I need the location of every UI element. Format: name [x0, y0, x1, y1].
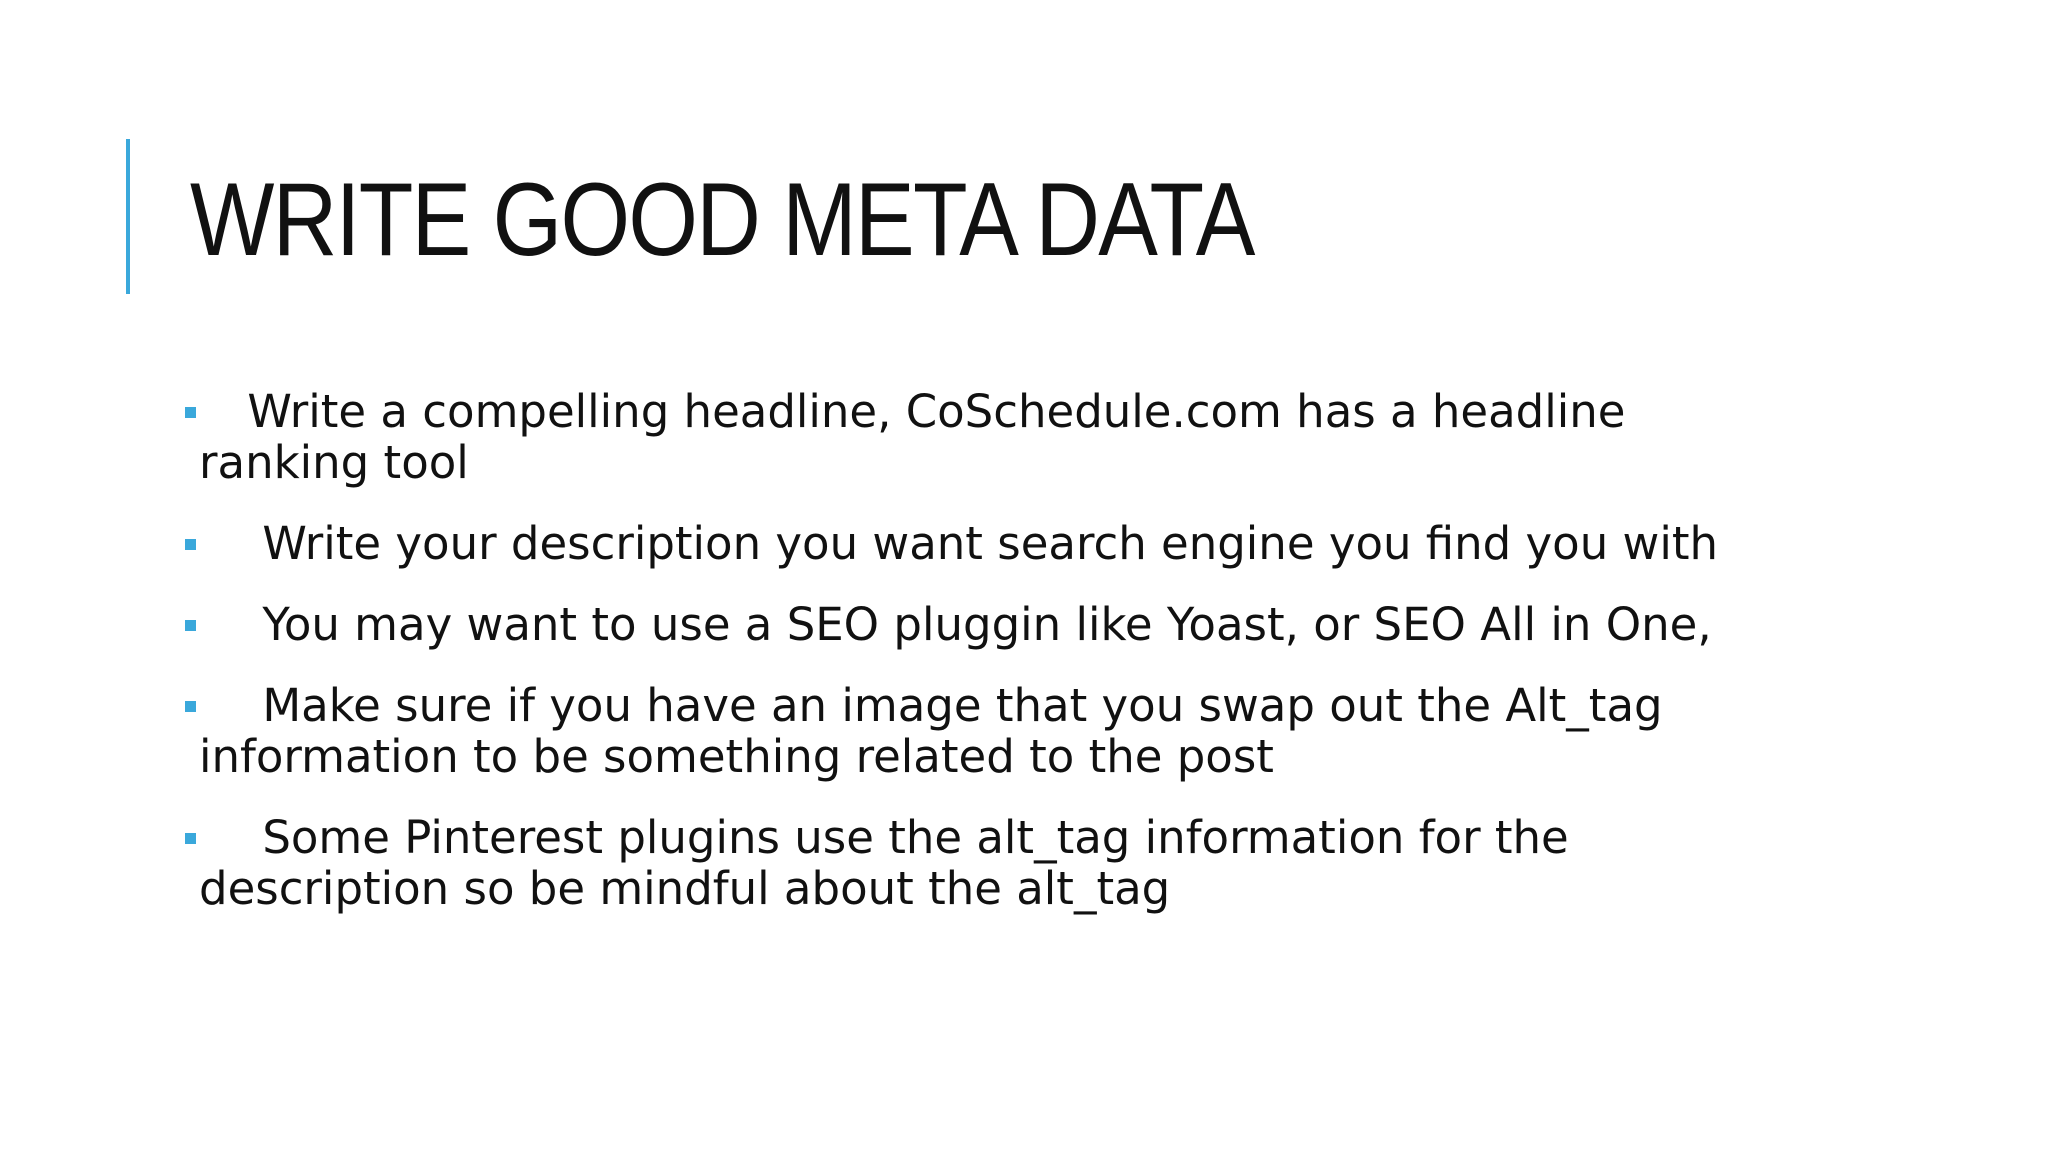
bullet-text: Some Pinterest plugins use the alt_tag information for the description so be mindful about the alt_tag [199, 811, 1569, 915]
bullet-square-icon [185, 407, 196, 418]
bullet-text: Write a compelling headline, CoSchedule.com has a headline ranking tool [199, 385, 1626, 489]
bullet-list [185, 386, 1805, 944]
bullet-square-icon [185, 620, 196, 631]
bullet-text: You may want to use a SEO pluggin like Yoast, or SEO All in One, [262, 598, 1712, 651]
title-accent-bar [126, 139, 130, 294]
bullet-square-icon [185, 539, 196, 550]
slide-title: WRITE GOOD META DATA [190, 162, 1254, 278]
bullet-text: Make sure if you have an image that you swap out the Alt_tag information to be something related to the post [199, 679, 1663, 783]
bullet-item [185, 680, 1805, 782]
bullet-item [185, 518, 1805, 569]
bullet-item [185, 812, 1805, 914]
bullet-item [185, 599, 1805, 650]
bullet-item [185, 386, 1805, 488]
bullet-square-icon [185, 701, 196, 712]
bullet-text: Write your description you want search engine you find you with [262, 517, 1719, 570]
bullet-square-icon [185, 833, 196, 844]
